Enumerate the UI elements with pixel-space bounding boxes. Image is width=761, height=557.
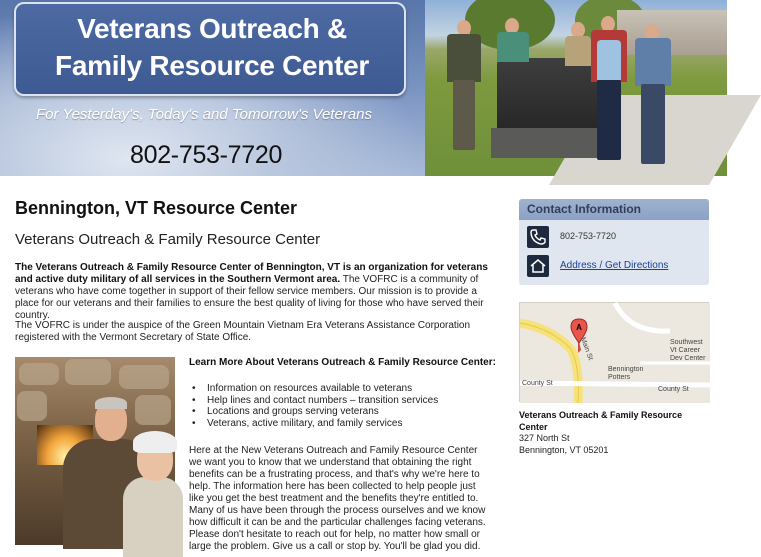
list-item: • Locations and groups serving veterans (207, 406, 438, 418)
intro-paragraph (15, 262, 490, 322)
building (617, 10, 727, 55)
contact-title: Contact Information (527, 202, 641, 216)
svg-text:A: A (576, 323, 582, 332)
site-tagline: For Yesterday's, Today's and Tomorrow's Veterans (36, 106, 372, 123)
contact-address-row (519, 253, 709, 279)
site-title-line-1: Veterans Outreach & (77, 13, 347, 44)
body-paragraph: Here at the New Veterans Outreach and Family Resource Center we want you to know that we understand that obtaining the right benefits can be a frustrating process, and that's why we're here to help. The information here has been collected to help people just like you get the best treatment and the benefits they're entitled to. Many of us have been through the process ourselves and we know how difficult it can be and the particular challenges facing veterans. Please don't hesitate to reach out for help, no matter how small or large the problem. Give us a call or stop by. You'll be glad you did. (189, 445, 486, 552)
intro-text: The VOFRC is a community of veterans who have come together in support of their fellow service members. Our mission is to provide a place for our veterans and their families to ensure the best quality of living for those who have served their country. (15, 274, 484, 321)
map-label-county-st: County St (522, 380, 553, 387)
list-item: • Veterans, active military, and family services (207, 418, 438, 430)
page-subtitle: Veterans Outreach & Family Resource Center (15, 231, 321, 248)
site-title-line-2: Family Resource Center (55, 50, 369, 81)
contact-information-box (519, 199, 709, 285)
woman-figure (123, 477, 183, 557)
address-street: 327 North St (519, 433, 570, 443)
contact-header (519, 199, 709, 220)
contact-phone-number: 802-753-7720 (560, 231, 617, 241)
map-label-career-center: Southwest Vt Career Dev Center (670, 339, 706, 362)
intro-bold-text: The Veterans Outreach & Family Resource Center of Bennington, VT is an organization for veterans and active duty military of all services in the Southern Vermont area. (15, 262, 488, 285)
site-title-box[interactable] (14, 2, 406, 96)
location-map[interactable] (519, 302, 709, 402)
services-list (207, 383, 438, 430)
site-header (0, 0, 727, 176)
memorial-base (491, 128, 613, 158)
auspice-paragraph: The VOFRC is under the auspice of the Green Mountain Vietnam Era Veterans Assistance Corporation registered with the Vermont Secretary of State Office. (15, 320, 471, 343)
list-item: • Information on resources available to veterans (207, 383, 438, 395)
header-phone-number: 802-753-7720 (130, 141, 283, 169)
header-banner (0, 0, 425, 176)
home-icon (527, 255, 549, 277)
map-label-county-st: County St (658, 386, 689, 393)
map-label-bennington-potters: Bennington Potters (608, 366, 644, 381)
address-block (519, 410, 709, 456)
veterans-memorial-photo (425, 0, 727, 176)
couple-fireplace-photo (15, 357, 175, 545)
get-directions-link[interactable]: Address / Get Directions (560, 260, 669, 271)
map-label-main-st: Main St (578, 336, 594, 362)
address-city: Bennington, VT 05201 (519, 444, 609, 455)
learn-more-heading: Learn More About Veterans Outreach & Family Resource Center: (189, 357, 496, 368)
contact-phone-row (519, 224, 709, 250)
list-item: • Help lines and contact numbers – transition services (207, 395, 438, 407)
address-organization-name: Veterans Outreach & Family Resource Center (519, 410, 683, 432)
phone-icon (527, 226, 549, 248)
page-title: Bennington, VT Resource Center (15, 198, 298, 218)
